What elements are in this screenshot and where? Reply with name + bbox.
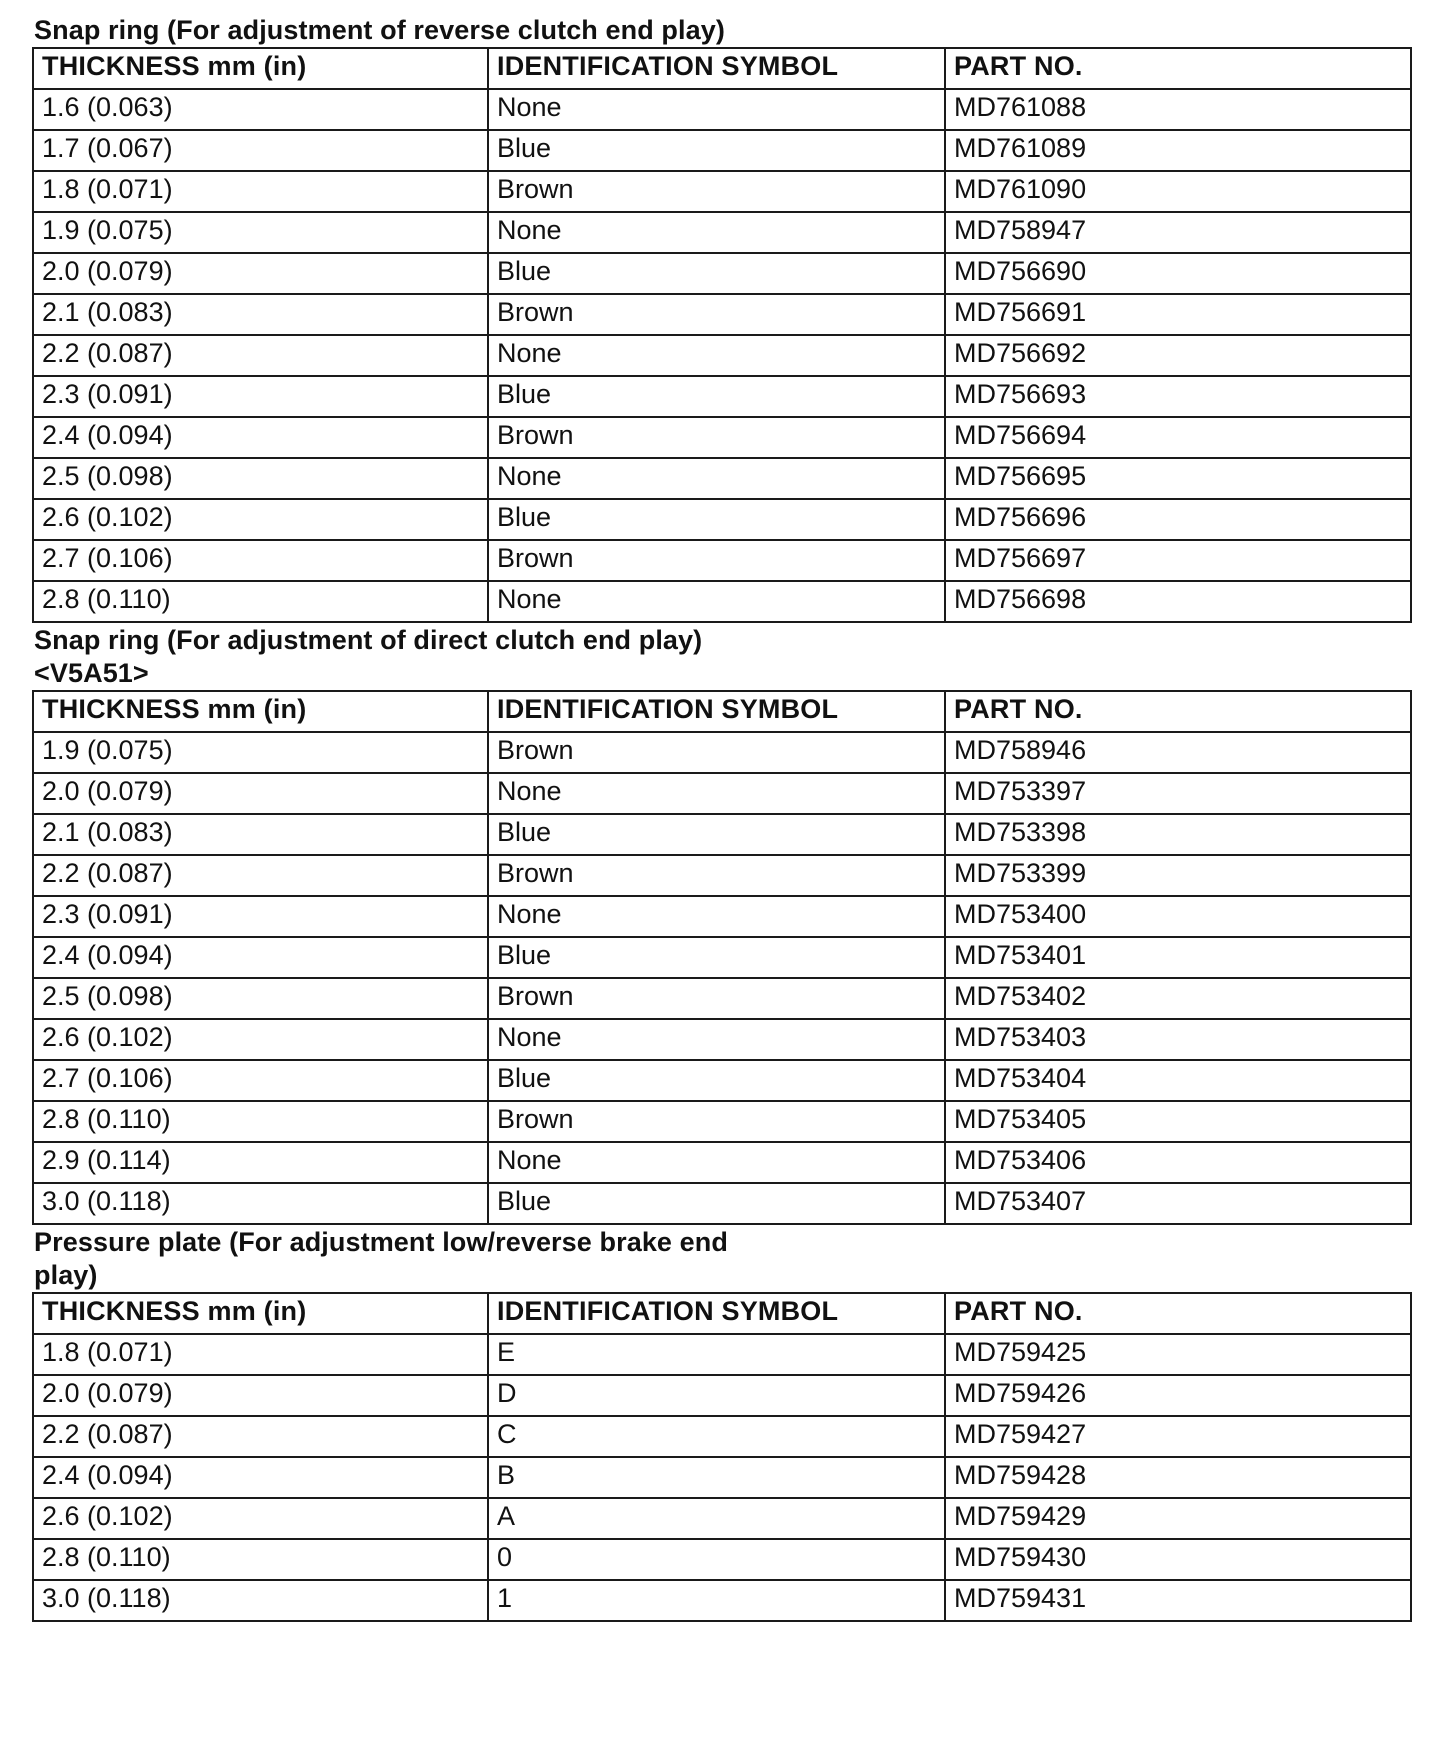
table-row — [33, 376, 1411, 417]
cell-identification-symbol: None — [488, 773, 945, 814]
cell-thickness: 1.8 (0.071) — [33, 171, 488, 212]
cell-thickness: 3.0 (0.118) — [33, 1183, 488, 1224]
cell-part-no: MD756694 — [945, 417, 1411, 458]
cell-part-no: MD759426 — [945, 1375, 1411, 1416]
table-row — [33, 732, 1411, 773]
table-row — [33, 1416, 1411, 1457]
cell-part-no: MD761090 — [945, 171, 1411, 212]
cell-part-no: MD753403 — [945, 1019, 1411, 1060]
cell-thickness: 2.7 (0.106) — [33, 1060, 488, 1101]
cell-part-no: MD758946 — [945, 732, 1411, 773]
table-row — [33, 773, 1411, 814]
cell-part-no: MD759425 — [945, 1334, 1411, 1375]
cell-identification-symbol: None — [488, 212, 945, 253]
cell-thickness: 2.8 (0.110) — [33, 1101, 488, 1142]
table-row — [33, 814, 1411, 855]
cell-identification-symbol: Brown — [488, 294, 945, 335]
cell-part-no: MD759430 — [945, 1539, 1411, 1580]
section-title: Pressure plate (For adjustment low/reverse brake end play) — [34, 1227, 728, 1290]
cell-thickness: 1.7 (0.067) — [33, 130, 488, 171]
cell-part-no: MD753407 — [945, 1183, 1411, 1224]
header-part-no: PART NO. — [945, 691, 1411, 732]
table-row — [33, 937, 1411, 978]
cell-thickness: 2.0 (0.079) — [33, 253, 488, 294]
section-title: Snap ring (For adjustment of direct clutch end play)<V5A51> — [34, 625, 703, 688]
header-thickness: THICKNESS mm (in) — [33, 691, 488, 732]
table-row — [33, 896, 1411, 937]
section-pressure-plate — [32, 1226, 1412, 1622]
cell-thickness: 2.1 (0.083) — [33, 814, 488, 855]
table-row — [33, 1101, 1411, 1142]
header-identification-symbol: IDENTIFICATION SYMBOL — [488, 1293, 945, 1334]
cell-part-no: MD756696 — [945, 499, 1411, 540]
cell-identification-symbol: Blue — [488, 1060, 945, 1101]
cell-part-no: MD759428 — [945, 1457, 1411, 1498]
cell-identification-symbol: C — [488, 1416, 945, 1457]
cell-identification-symbol: None — [488, 896, 945, 937]
cell-thickness: 2.6 (0.102) — [33, 1498, 488, 1539]
cell-identification-symbol: E — [488, 1334, 945, 1375]
cell-identification-symbol: Blue — [488, 937, 945, 978]
cell-part-no: MD761089 — [945, 130, 1411, 171]
cell-thickness: 2.5 (0.098) — [33, 978, 488, 1019]
table-row — [33, 1060, 1411, 1101]
table-row — [33, 335, 1411, 376]
table-row — [33, 1334, 1411, 1375]
cell-part-no: MD753406 — [945, 1142, 1411, 1183]
header-identification-symbol: IDENTIFICATION SYMBOL — [488, 691, 945, 732]
section-reverse-clutch-snap-ring — [32, 14, 1412, 623]
spec-table — [32, 47, 1412, 623]
cell-thickness: 1.8 (0.071) — [33, 1334, 488, 1375]
table-row — [33, 1142, 1411, 1183]
table-row — [33, 1183, 1411, 1224]
cell-part-no: MD753402 — [945, 978, 1411, 1019]
cell-part-no: MD761088 — [945, 89, 1411, 130]
cell-identification-symbol: Brown — [488, 978, 945, 1019]
table-row — [33, 212, 1411, 253]
cell-thickness: 2.3 (0.091) — [33, 896, 488, 937]
cell-thickness: 2.9 (0.114) — [33, 1142, 488, 1183]
spec-table — [32, 690, 1412, 1225]
table-row — [33, 253, 1411, 294]
cell-identification-symbol: Blue — [488, 1183, 945, 1224]
section-direct-clutch-snap-ring — [32, 624, 1412, 1225]
table-row — [33, 581, 1411, 622]
table-row — [33, 417, 1411, 458]
cell-identification-symbol: Brown — [488, 855, 945, 896]
cell-identification-symbol: Brown — [488, 417, 945, 458]
cell-thickness: 2.4 (0.094) — [33, 937, 488, 978]
cell-thickness: 1.9 (0.075) — [33, 212, 488, 253]
cell-part-no: MD756695 — [945, 458, 1411, 499]
cell-thickness: 2.1 (0.083) — [33, 294, 488, 335]
cell-identification-symbol: B — [488, 1457, 945, 1498]
table-row — [33, 1539, 1411, 1580]
cell-part-no: MD759431 — [945, 1580, 1411, 1621]
cell-thickness: 2.4 (0.094) — [33, 417, 488, 458]
cell-thickness: 2.8 (0.110) — [33, 581, 488, 622]
table-row — [33, 540, 1411, 581]
cell-identification-symbol: Blue — [488, 376, 945, 417]
cell-thickness: 1.6 (0.063) — [33, 89, 488, 130]
cell-identification-symbol: Blue — [488, 814, 945, 855]
cell-part-no: MD753405 — [945, 1101, 1411, 1142]
table-row — [33, 499, 1411, 540]
cell-identification-symbol: None — [488, 581, 945, 622]
cell-identification-symbol: A — [488, 1498, 945, 1539]
spec-table — [32, 1292, 1412, 1622]
cell-part-no: MD756690 — [945, 253, 1411, 294]
cell-part-no: MD756698 — [945, 581, 1411, 622]
cell-identification-symbol: None — [488, 1142, 945, 1183]
cell-part-no: MD753404 — [945, 1060, 1411, 1101]
cell-part-no: MD753397 — [945, 773, 1411, 814]
header-part-no: PART NO. — [945, 48, 1411, 89]
cell-thickness: 2.0 (0.079) — [33, 773, 488, 814]
header-identification-symbol: IDENTIFICATION SYMBOL — [488, 48, 945, 89]
table-row — [33, 1580, 1411, 1621]
cell-thickness: 2.7 (0.106) — [33, 540, 488, 581]
table-row — [33, 978, 1411, 1019]
cell-part-no: MD753399 — [945, 855, 1411, 896]
cell-part-no: MD756691 — [945, 294, 1411, 335]
cell-thickness: 2.2 (0.087) — [33, 1416, 488, 1457]
cell-part-no: MD753398 — [945, 814, 1411, 855]
cell-identification-symbol: D — [488, 1375, 945, 1416]
table-row — [33, 171, 1411, 212]
cell-identification-symbol: Brown — [488, 1101, 945, 1142]
table-row — [33, 855, 1411, 896]
cell-identification-symbol: Blue — [488, 130, 945, 171]
cell-part-no: MD756697 — [945, 540, 1411, 581]
header-part-no: PART NO. — [945, 1293, 1411, 1334]
table-row — [33, 294, 1411, 335]
cell-part-no: MD758947 — [945, 212, 1411, 253]
cell-thickness: 3.0 (0.118) — [33, 1580, 488, 1621]
table-row — [33, 130, 1411, 171]
table-row — [33, 1457, 1411, 1498]
cell-thickness: 2.6 (0.102) — [33, 499, 488, 540]
cell-thickness: 2.2 (0.087) — [33, 855, 488, 896]
cell-part-no: MD759427 — [945, 1416, 1411, 1457]
cell-identification-symbol: None — [488, 458, 945, 499]
header-thickness: THICKNESS mm (in) — [33, 48, 488, 89]
cell-identification-symbol: Brown — [488, 732, 945, 773]
cell-thickness: 2.2 (0.087) — [33, 335, 488, 376]
cell-thickness: 2.0 (0.079) — [33, 1375, 488, 1416]
table-row — [33, 458, 1411, 499]
cell-identification-symbol: None — [488, 89, 945, 130]
cell-thickness: 2.6 (0.102) — [33, 1019, 488, 1060]
cell-part-no: MD756693 — [945, 376, 1411, 417]
table-row — [33, 1019, 1411, 1060]
cell-identification-symbol: None — [488, 1019, 945, 1060]
cell-part-no: MD753401 — [945, 937, 1411, 978]
table-header-row — [33, 691, 1411, 732]
table-row — [33, 1375, 1411, 1416]
table-row — [33, 1498, 1411, 1539]
cell-identification-symbol: 1 — [488, 1580, 945, 1621]
cell-identification-symbol: 0 — [488, 1539, 945, 1580]
cell-identification-symbol: None — [488, 335, 945, 376]
cell-part-no: MD753400 — [945, 896, 1411, 937]
cell-identification-symbol: Blue — [488, 253, 945, 294]
table-header-row — [33, 1293, 1411, 1334]
cell-part-no: MD759429 — [945, 1498, 1411, 1539]
table-header-row — [33, 48, 1411, 89]
section-title: Snap ring (For adjustment of reverse clutch end play) — [34, 15, 725, 45]
cell-thickness: 1.9 (0.075) — [33, 732, 488, 773]
document-page — [32, 14, 1412, 1623]
cell-thickness: 2.8 (0.110) — [33, 1539, 488, 1580]
header-thickness: THICKNESS mm (in) — [33, 1293, 488, 1334]
cell-part-no: MD756692 — [945, 335, 1411, 376]
cell-thickness: 2.4 (0.094) — [33, 1457, 488, 1498]
cell-identification-symbol: Brown — [488, 540, 945, 581]
table-row — [33, 89, 1411, 130]
cell-thickness: 2.5 (0.098) — [33, 458, 488, 499]
cell-thickness: 2.3 (0.091) — [33, 376, 488, 417]
cell-identification-symbol: Blue — [488, 499, 945, 540]
cell-identification-symbol: Brown — [488, 171, 945, 212]
